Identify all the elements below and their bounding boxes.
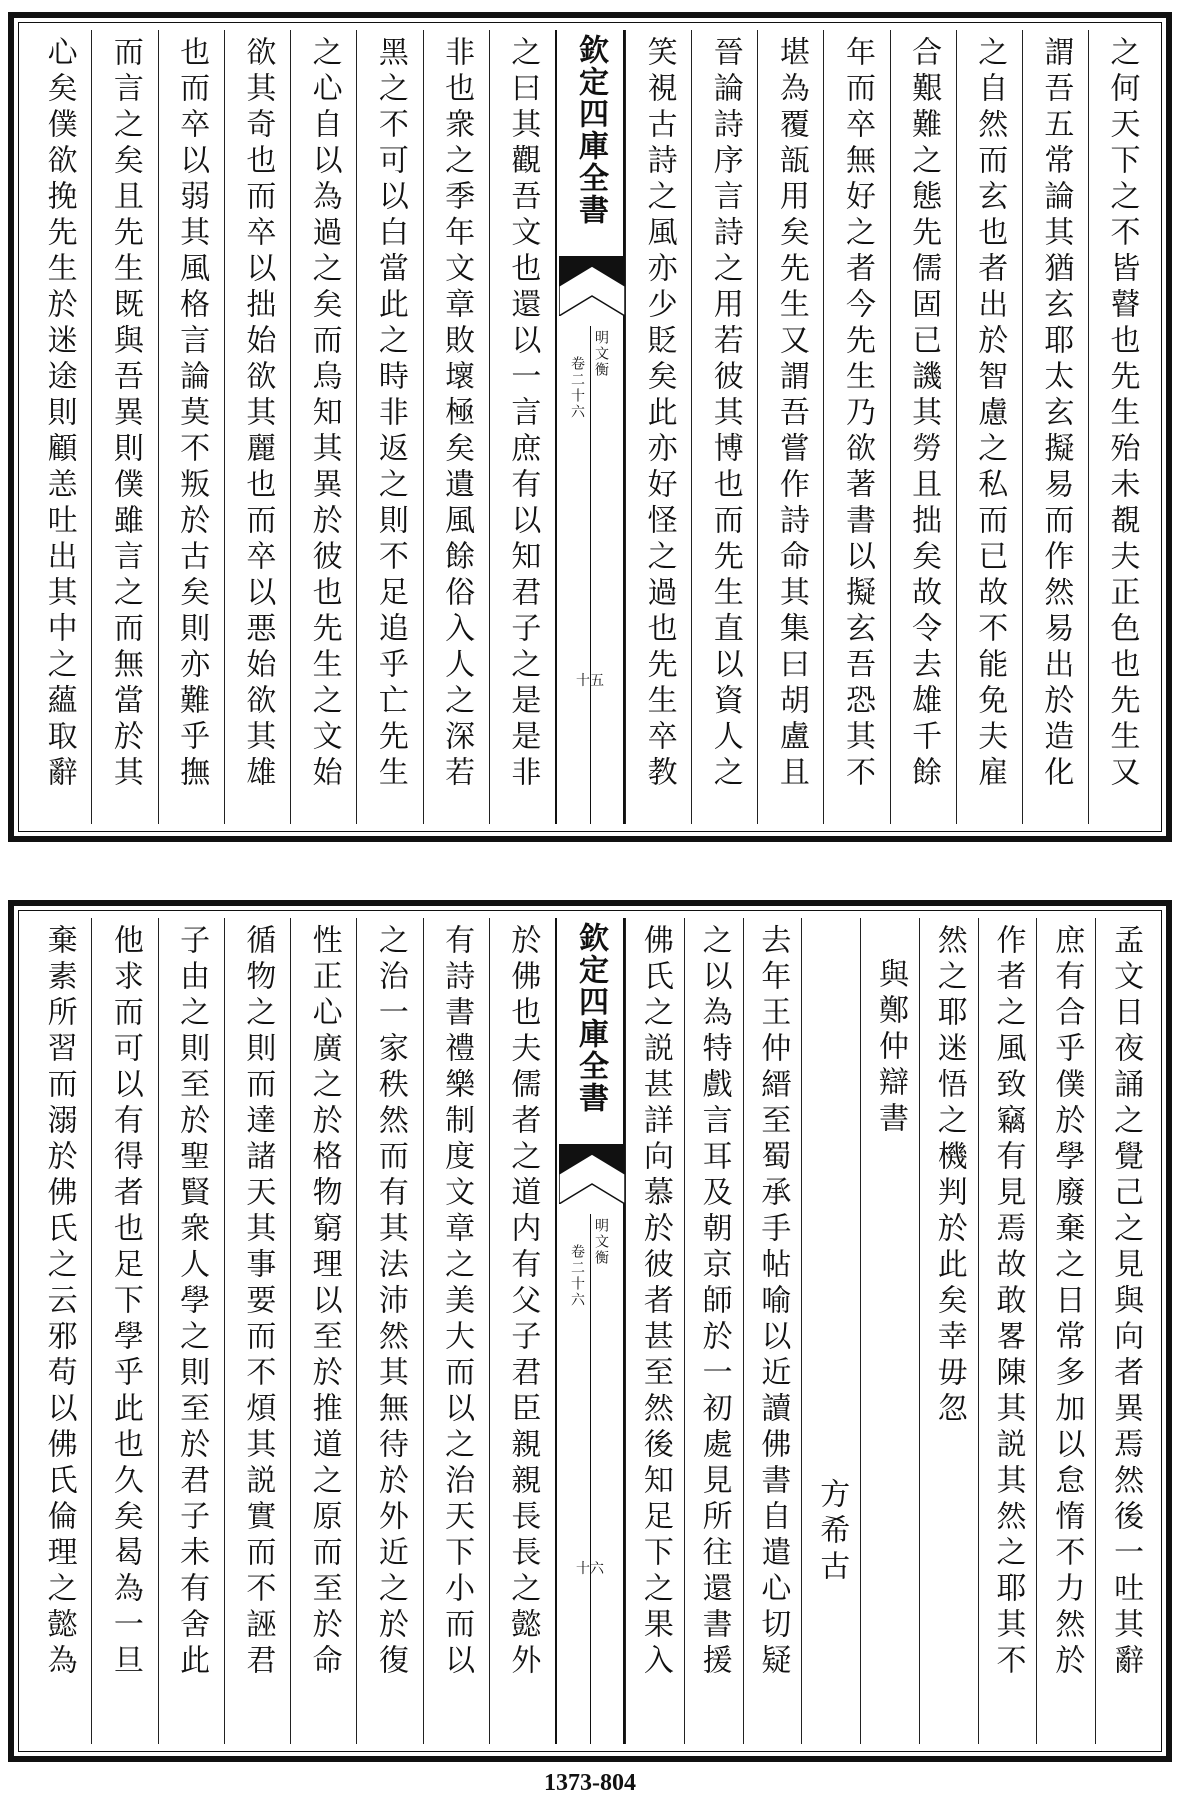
text-column: 棄素所習而溺於佛氏之云邪苟以佛氏倫理之懿為 xyxy=(41,924,77,1680)
text-column: 去年王仲縉至蜀承手帖喻以近讀佛書自遣心切疑 xyxy=(743,918,802,1744)
text-column: 欲其奇也而卒以拙始欲其麗也而卒以悪始欲其雄 xyxy=(224,30,290,824)
text-column: 笑視古詩之風亦少貶矣此亦好怪之過也先生卒教 xyxy=(625,30,691,824)
spine-divider xyxy=(590,326,591,824)
text-column: 他求而可以有得者也足下學乎此也久矣曷為一旦 xyxy=(91,918,157,1744)
text-column: 佛氏之説甚詳向慕於彼者甚至然後知足下之果入 xyxy=(625,918,684,1744)
spine-title: 欽定四庫全書 xyxy=(573,922,608,1114)
text-column: 庶有合乎僕於學廢棄之日常多加以怠惰不力然於 xyxy=(1036,918,1095,1744)
text-column: 合艱難之態先儒固已譏其勞且拙矣故令去雄千餘 xyxy=(890,30,956,824)
text-column: 有詩書禮樂制度文章之美大而以之治天下小而以 xyxy=(423,918,489,1744)
spine-divider xyxy=(590,1214,591,1744)
bottom-right-half xyxy=(625,918,1154,1744)
spine xyxy=(555,918,625,1744)
text-column: 然之耶迷悟之機判於此矣幸毋忽 xyxy=(919,918,978,1744)
text-column: 黑之不可以白當此之時非返之則不足追乎亡先生 xyxy=(356,30,422,824)
page-number: 1373-804 xyxy=(544,1770,636,1796)
text-column: 而言之矣且先生既與吾異則僕雖言之而無當於其 xyxy=(91,30,157,824)
spine-book-title: 明文衡 xyxy=(593,330,609,378)
text-column: 子由之則至於聖賢衆人學之則至於君子未有舍此 xyxy=(158,918,224,1744)
spine-title: 欽定四庫全書 xyxy=(573,34,608,226)
text-column: 晉論詩序言詩之用若彼其博也而先生直以資人之 xyxy=(691,30,757,824)
text-column: 謂吾五常論其猶玄耶太玄擬易而作然易出於造化 xyxy=(1022,30,1088,824)
spine-volume: 卷二十六 xyxy=(569,1244,585,1308)
top-left-half xyxy=(26,30,555,824)
text-column: 作者之風致竊有見焉故敢畧陳其説其然之耶其不 xyxy=(978,918,1037,1744)
text-column: 之心自以為過之矣而烏知其異於彼也先生之文始 xyxy=(290,30,356,824)
top-right-half xyxy=(625,30,1154,824)
top-page-body xyxy=(26,30,1154,824)
text-column: 心矣僕欲挽先生於迷途則顧恙吐出其中之蘊取辭 xyxy=(41,36,77,792)
text-column: 循物之則而達諸天其事要而不煩其説實而不誣君 xyxy=(224,918,290,1744)
text-column: 孟文日夜誦之覺己之見與向者異焉然後一吐其辭 xyxy=(1095,918,1154,1744)
fish-tail-mark-icon xyxy=(559,256,625,316)
top-page xyxy=(8,12,1172,842)
bottom-page xyxy=(8,900,1172,1762)
spine-page-number: 十五 xyxy=(576,673,604,689)
spine-book-title: 明文衡 xyxy=(593,1218,609,1266)
bottom-left-half xyxy=(26,918,555,1744)
letter-heading: 與鄭仲辯書 xyxy=(860,918,919,1744)
spine-volume: 卷二十六 xyxy=(569,356,585,420)
bottom-page-body xyxy=(26,918,1154,1744)
text-column: 之曰其觀吾文也還以一言庶有以知君子之是是非 xyxy=(489,30,555,824)
text-column: 性正心廣之於格物窮理以至於推道之原而至於命 xyxy=(290,918,356,1744)
spine xyxy=(555,30,625,824)
spine-page-number: 十六 xyxy=(576,1561,604,1577)
text-column: 堪為覆瓿用矣先生又謂吾嘗作詩命其集曰胡盧且 xyxy=(757,30,823,824)
letter-author: 方希古 xyxy=(801,918,860,1744)
text-column: 之治一家秩然而有其法沛然其無待於外近之於復 xyxy=(356,918,422,1744)
text-column: 之自然而玄也者出於智慮之私而已故不能免夫雇 xyxy=(956,30,1022,824)
text-column: 年而卒無好之者今先生乃欲著書以擬玄吾恐其不 xyxy=(823,30,889,824)
text-column: 也而卒以弱其風格言論莫不叛於古矣則亦難乎撫 xyxy=(158,30,224,824)
text-column: 之何天下之不皆瞽也先生殆未覩夫正色也先生又 xyxy=(1088,30,1154,824)
text-column: 之以為特戲言耳及朝京師於一初處見所往還書援 xyxy=(684,918,743,1744)
text-column: 非也衆之季年文章敗壞極矣遺風餘俗入人之深若 xyxy=(423,30,489,824)
fish-tail-mark-icon xyxy=(559,1144,625,1204)
text-column: 於佛也夫儒者之道内有父子君臣親親長長之懿外 xyxy=(489,918,555,1744)
